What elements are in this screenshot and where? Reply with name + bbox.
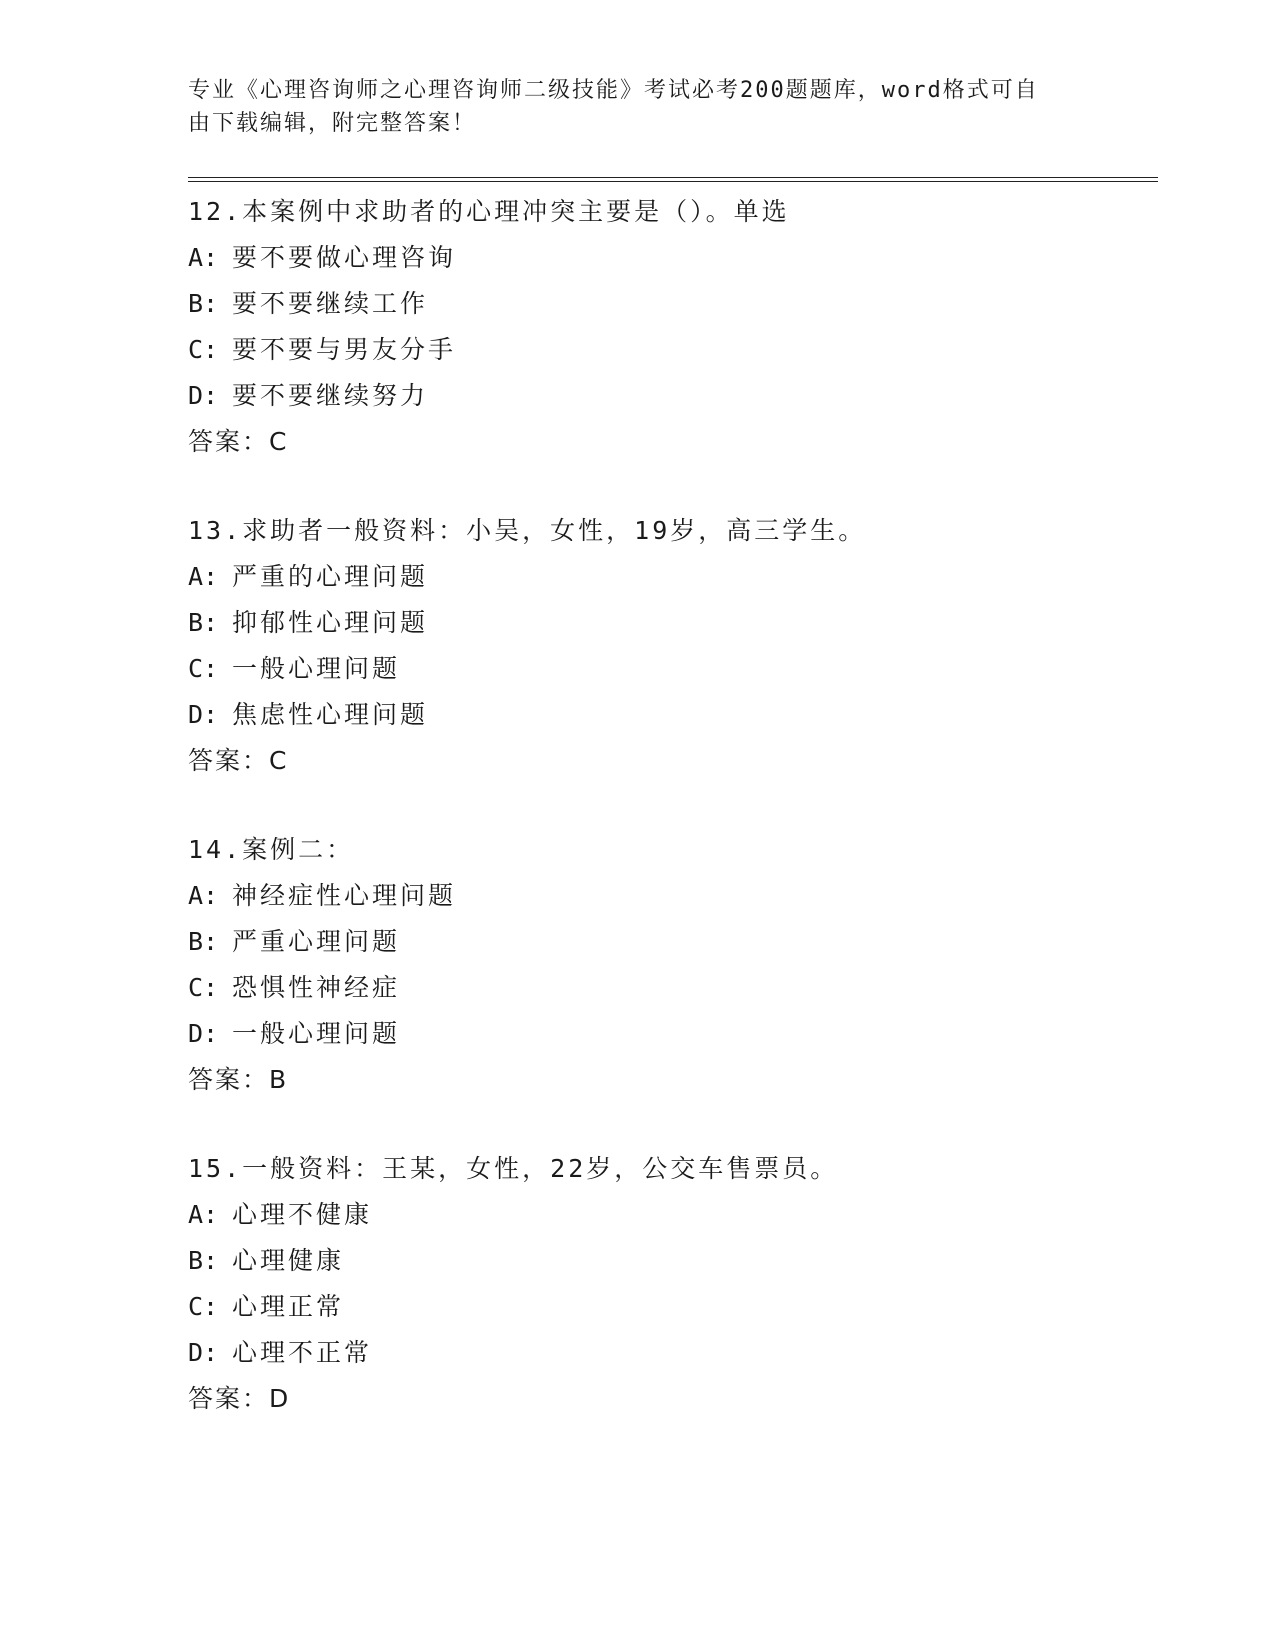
question-list [188, 189, 1148, 1465]
option-text: 焦虑性心理问题 [232, 700, 429, 729]
option-b [188, 1238, 1148, 1284]
option-d [188, 1330, 1148, 1376]
question-stem: 12.本案例中求助者的心理冲突主要是（）。单选 [188, 197, 790, 226]
option-b [188, 281, 1148, 327]
option-key: A: [188, 1200, 219, 1229]
option-b [188, 919, 1148, 965]
answer-line: 答案：D [188, 1384, 291, 1413]
option-text: 要不要做心理咨询 [232, 243, 457, 272]
option-text: 心理健康 [232, 1246, 345, 1275]
header-divider [188, 177, 1158, 182]
option-c [188, 965, 1148, 1011]
option-key: D: [188, 1019, 219, 1048]
option-a [188, 235, 1148, 281]
question-13 [188, 508, 1148, 784]
option-text: 神经症性心理问题 [232, 881, 457, 910]
option-c [188, 646, 1148, 692]
option-key: A: [188, 881, 219, 910]
option-text: 心理不健康 [232, 1200, 373, 1229]
question-stem: 15.一般资料：王某，女性，22岁，公交车售票员。 [188, 1154, 839, 1183]
option-text: 心理不正常 [232, 1338, 373, 1367]
answer-line: 答案：C [188, 427, 289, 456]
option-key: B: [188, 1246, 219, 1275]
option-key: D: [188, 700, 219, 729]
option-text: 一般心理问题 [232, 654, 401, 683]
option-key: C: [188, 654, 219, 683]
option-key: B: [188, 608, 219, 637]
option-key: B: [188, 289, 219, 318]
question-14 [188, 827, 1148, 1103]
question-stem: 14.案例二： [188, 835, 355, 864]
document-header [188, 74, 1088, 140]
option-a [188, 1192, 1148, 1238]
option-text: 要不要与男友分手 [232, 335, 457, 364]
option-d [188, 373, 1148, 419]
header-line-2: 由下载编辑，附完整答案！ [188, 111, 477, 136]
answer-line: 答案：B [188, 1065, 289, 1094]
option-a [188, 554, 1148, 600]
option-a [188, 873, 1148, 919]
answer-line: 答案：C [188, 746, 289, 775]
option-text: 要不要继续工作 [232, 289, 429, 318]
option-key: C: [188, 1292, 219, 1321]
option-text: 严重的心理问题 [232, 562, 429, 591]
question-12 [188, 189, 1148, 465]
option-key: C: [188, 973, 219, 1002]
option-text: 严重心理问题 [232, 927, 401, 956]
option-key: C: [188, 335, 219, 364]
option-d [188, 692, 1148, 738]
option-c [188, 327, 1148, 373]
question-15 [188, 1146, 1148, 1422]
option-key: A: [188, 562, 219, 591]
option-c [188, 1284, 1148, 1330]
header-line-1: 专业《心理咨询师之心理咨询师二级技能》考试必考200题题库，word格式可自 [188, 78, 1039, 103]
question-stem: 13.求助者一般资料：小吴，女性，19岁，高三学生。 [188, 516, 867, 545]
option-d [188, 1011, 1148, 1057]
option-text: 恐惧性神经症 [232, 973, 401, 1002]
option-text: 抑郁性心理问题 [232, 608, 429, 637]
option-text: 一般心理问题 [232, 1019, 401, 1048]
option-key: D: [188, 1338, 219, 1367]
option-text: 要不要继续努力 [232, 381, 429, 410]
option-b [188, 600, 1148, 646]
option-key: B: [188, 927, 219, 956]
option-key: D: [188, 381, 219, 410]
option-text: 心理正常 [232, 1292, 345, 1321]
option-key: A: [188, 243, 219, 272]
